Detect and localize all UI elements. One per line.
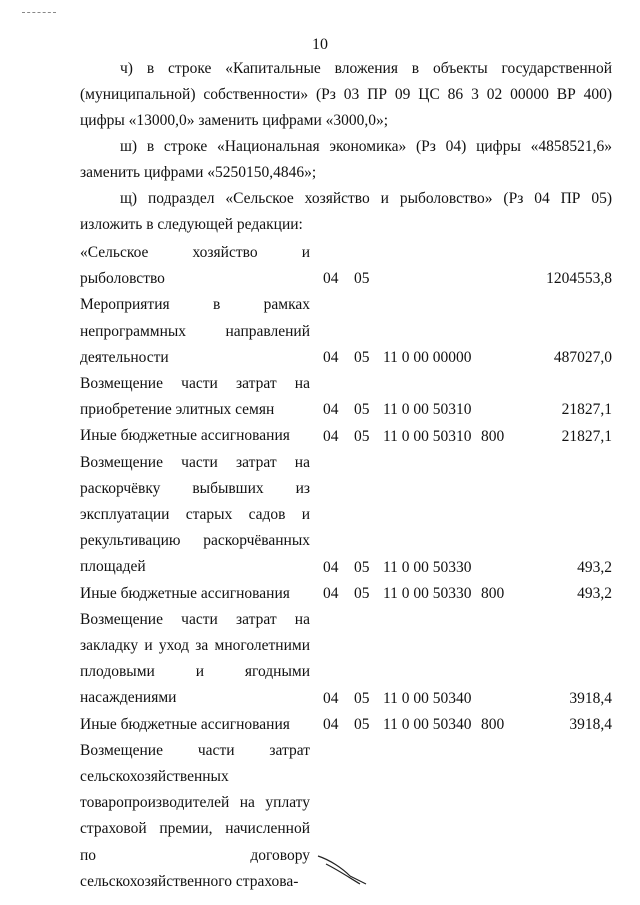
paragraph-sh: ш) в строке «Национальная экономика» (Рз 04) цифры «4858521,6» заменить цифрами «5250150,4846»; bbox=[80, 138, 612, 181]
row-rz: 04 bbox=[323, 427, 339, 445]
row-rz: 04 bbox=[323, 558, 339, 576]
row-rz: 04 bbox=[323, 689, 339, 707]
row-sum: 493,2 bbox=[577, 558, 612, 576]
row-sum: 3918,4 bbox=[569, 689, 612, 707]
row-sum: 3918,4 bbox=[569, 715, 612, 733]
row-rz: 04 bbox=[323, 715, 339, 733]
table-row bbox=[80, 371, 620, 423]
table-row bbox=[80, 712, 620, 738]
budget-table bbox=[80, 240, 620, 895]
row-pr: 05 bbox=[354, 349, 370, 367]
row-name: Возмещение части затрат на закладку и уход за многолетними плодовыми и ягодными насаждениями bbox=[80, 610, 310, 707]
row-cs: 11 0 00 50310 bbox=[383, 427, 472, 445]
table-row bbox=[80, 423, 620, 449]
table-row bbox=[80, 292, 620, 371]
row-sum: 21827,1 bbox=[561, 401, 612, 419]
row-rz: 04 bbox=[323, 584, 339, 602]
row-pr: 05 bbox=[354, 401, 370, 419]
row-cs: 11 0 00 00000 bbox=[383, 349, 472, 367]
row-name: Возмещение части затрат на приобретение элитных семян bbox=[80, 375, 310, 419]
row-cs: 11 0 00 50340 bbox=[383, 715, 472, 733]
row-pr: 05 bbox=[354, 689, 370, 707]
row-name: Возмещение части затрат на раскорчёвку выбывших из эксплуатации старых садов и рекультивацию раскорчёванных площадей bbox=[80, 453, 310, 576]
row-vr: 800 bbox=[481, 715, 505, 733]
row-sum: 21827,1 bbox=[561, 427, 612, 445]
row-rz: 04 bbox=[323, 270, 339, 288]
row-pr: 05 bbox=[354, 584, 370, 602]
row-cs: 11 0 00 50310 bbox=[383, 401, 472, 419]
row-vr: 800 bbox=[481, 427, 505, 445]
row-name: Мероприятия в рамках непрограммных направлений деятельности bbox=[80, 296, 310, 366]
row-name: «Сельское хозяйство и рыболовство bbox=[80, 244, 310, 288]
scan-mark bbox=[22, 12, 56, 13]
row-pr: 05 bbox=[354, 427, 370, 445]
table-row bbox=[80, 607, 620, 712]
row-cs: 11 0 00 50340 bbox=[383, 689, 472, 707]
row-pr: 05 bbox=[354, 270, 370, 288]
row-rz: 04 bbox=[323, 349, 339, 367]
row-vr: 800 bbox=[481, 584, 505, 602]
table-row bbox=[80, 240, 620, 292]
row-rz: 04 bbox=[323, 401, 339, 419]
table-row bbox=[80, 581, 620, 607]
row-name: Иные бюджетные ассигнования bbox=[80, 715, 290, 733]
row-pr: 05 bbox=[354, 715, 370, 733]
signature-mark bbox=[316, 852, 372, 888]
page-number: 10 bbox=[312, 36, 328, 53]
row-sum: 1204553,8 bbox=[546, 270, 612, 288]
row-cs: 11 0 00 50330 bbox=[383, 584, 472, 602]
paragraph-ch: ч) в строке «Капитальные вложения в объекты государственной (муниципальной) собственности» (Рз 03 ПР 09 ЦС 86 3 02 00000 ВР 400) цифры «13000,0» заменить цифрами «3000,0»; bbox=[80, 60, 612, 129]
row-sum: 493,2 bbox=[577, 584, 612, 602]
row-pr: 05 bbox=[354, 558, 370, 576]
paragraph-shch: щ) подраздел «Сельское хозяйство и рыболовство» (Рз 04 ПР 05) изложить в следующей редакции: bbox=[80, 190, 612, 233]
row-sum: 487027,0 bbox=[553, 349, 612, 367]
row-cs: 11 0 00 50330 bbox=[383, 558, 472, 576]
row-name: Иные бюджетные ассигнования bbox=[80, 427, 290, 445]
table-row bbox=[80, 450, 620, 581]
row-name: Иные бюджетные ассигнования bbox=[80, 584, 290, 602]
row-name: Возмещение части затрат сельскохозяйственных товаропроизводителей на уплату страховой премии, начисленной по договору сельскохозяйственного страхова- bbox=[80, 741, 310, 890]
